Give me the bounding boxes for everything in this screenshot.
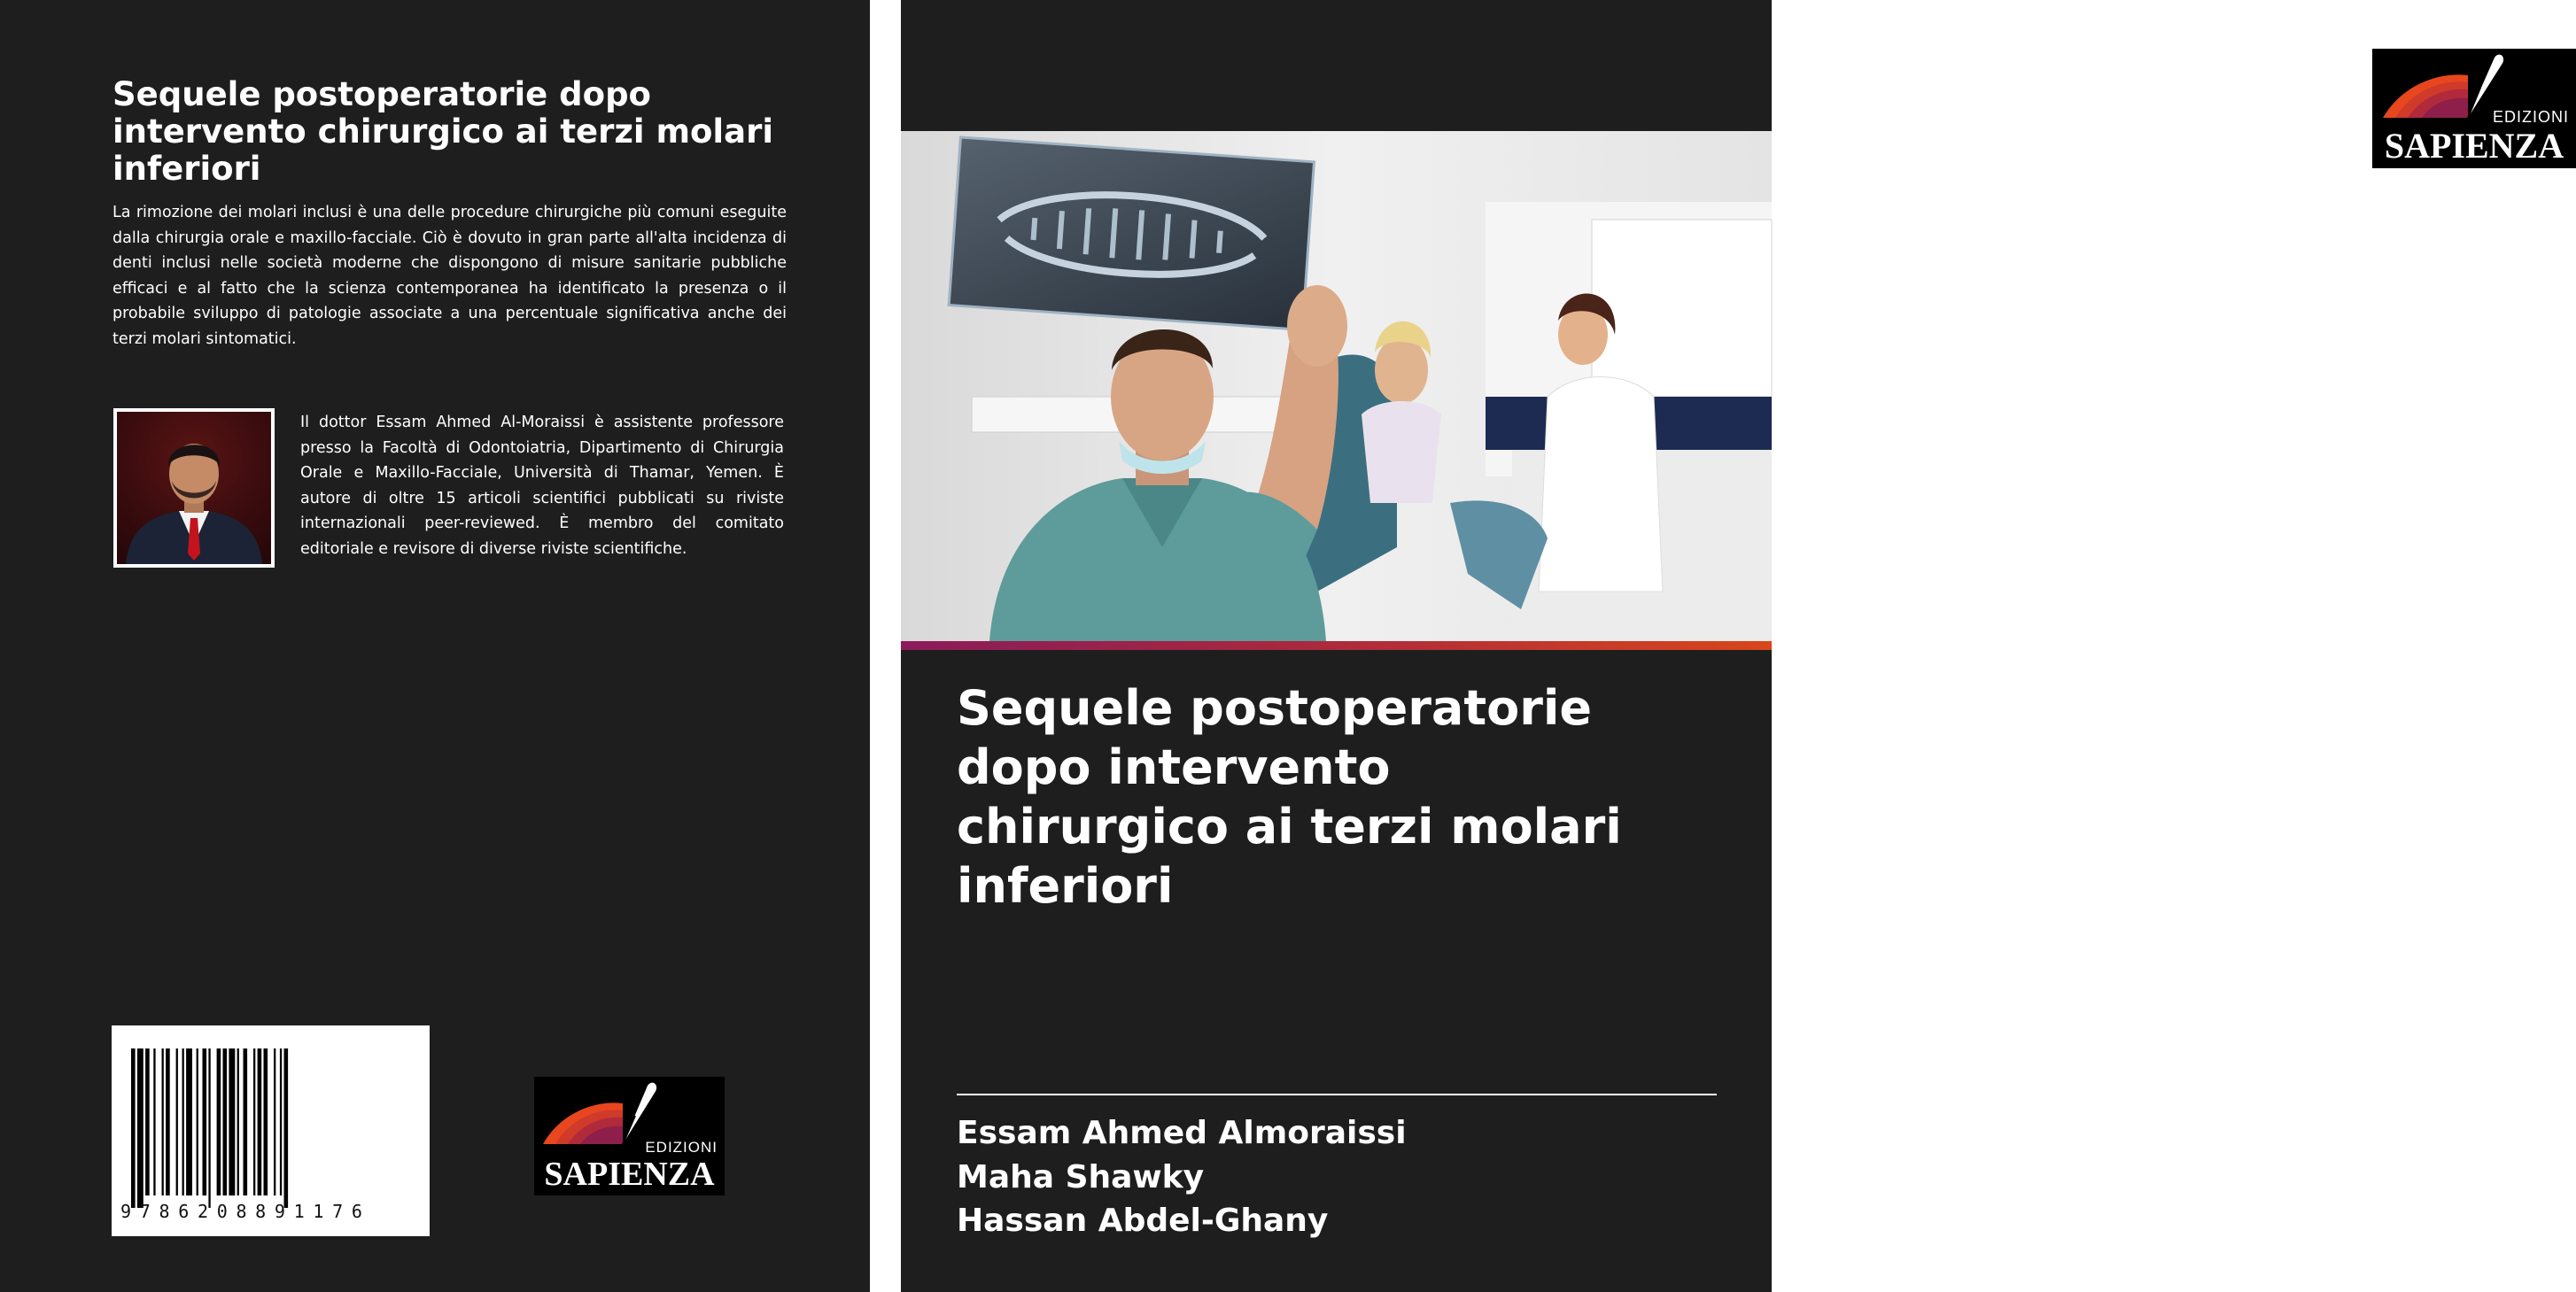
- isbn-barcode: [112, 1025, 430, 1236]
- logo-publisher-name: SAPIENZA: [2384, 126, 2564, 166]
- back-cover: [0, 0, 870, 1292]
- barcode-bars: [129, 1048, 411, 1208]
- author-name: Essam Ahmed Almoraissi: [957, 1115, 1407, 1151]
- author-list: [957, 1111, 1719, 1243]
- front-cover: [901, 0, 2569, 1292]
- cover-photo-dental-clinic: [901, 131, 1772, 641]
- author-name: Hassan Abdel-Ghany: [957, 1203, 1329, 1239]
- back-cover-title: Sequele postoperatorie dopo intervento chirurgico ai terzi molari inferiori: [113, 75, 773, 188]
- author-bio: Il dottor Essam Ahmed Al-Moraissi è assistente professore presso la Facoltà di Odontoiatria, Dipartimento di Chirurgia Orale e Maxillo-Facciale, Università di Thamar, Yemen. È autore di oltre 15 articoli scientifici pubblicati su riviste internazionali peer-reviewed. È membro del comitato editoriale e revisore di diverse riviste scientifiche.: [300, 414, 784, 558]
- front-cover-title: Sequele postoperatorie dopo intervento chirurgico ai terzi molari inferiori: [957, 680, 1622, 914]
- isbn-number: 9786208891176: [120, 1201, 371, 1222]
- author-photo: [113, 408, 275, 568]
- publisher-logo-front: [2372, 49, 2576, 168]
- accent-bar: [901, 641, 1772, 650]
- author-name: Maha Shawky: [957, 1158, 1205, 1195]
- logo-edizioni-text: EDIZIONI: [645, 1139, 718, 1156]
- title-divider: [957, 1094, 1717, 1095]
- logo-edizioni-text: EDIZIONI: [2492, 108, 2569, 126]
- back-cover-blurb: La rimozione dei molari inclusi è una delle procedure chirurgiche più comuni eseguite dalla chirurgia orale e maxillo-facciale. Ciò è dovuto in gran parte all'alta incidenza di denti inclusi nelle società moderne che dispongono di misure sanitarie pubbliche efficaci e al fatto che la scienza contemporanea ha identificato la presenza o il probabile sviluppo di patologie associate a una percentuale significativa anche dei terzi molari sintomatici.: [113, 204, 787, 348]
- publisher-logo-back: [534, 1077, 725, 1195]
- logo-publisher-name: SAPIENZA: [544, 1156, 715, 1193]
